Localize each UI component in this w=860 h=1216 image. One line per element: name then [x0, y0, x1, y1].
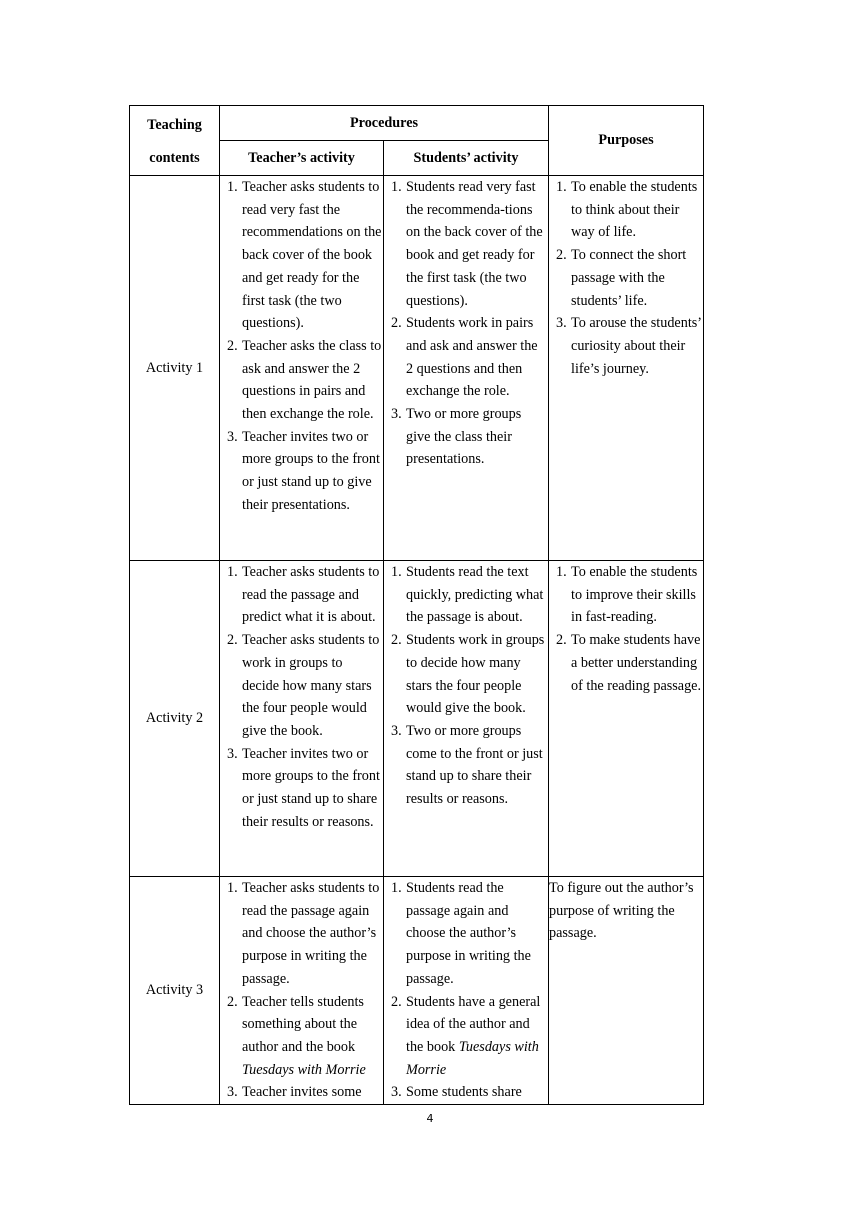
- header-students-activity: Students’ activity: [384, 141, 549, 176]
- header-teaching-line2: contents: [149, 149, 200, 166]
- teacher-activity-cell: [220, 176, 384, 561]
- list-item: 3. Teacher invites some: [227, 1084, 362, 1101]
- list-item: 2. To connect the short passage with the students’ life.: [556, 247, 687, 309]
- table-row: [130, 176, 704, 561]
- list-item: 1. Teacher asks students to read very fast the recommendations on the back cover of the book and get ready for the first task (the two questions).: [227, 179, 382, 332]
- activity-name: Activity 2: [130, 561, 220, 877]
- list-item: 2. Teacher asks the class to ask and answer the 2 questions in pairs and then exchange the role.: [227, 337, 382, 423]
- list-item: 1. Teacher asks students to read the passage again and choose the author’s purpose in writing the passage.: [227, 880, 380, 987]
- list-item: 1. To enable the students to think about their way of life.: [556, 179, 698, 241]
- teacher-activity-cell: [220, 877, 384, 1105]
- purposes-cell: [549, 561, 704, 877]
- header-teacher-activity: Teacher’s activity: [220, 141, 384, 176]
- activity-name: Activity 1: [130, 176, 220, 561]
- list-item: 2. Students have a general idea of the author and the book Tuesdays with Morrie: [391, 993, 541, 1078]
- students-activity-cell: [384, 877, 549, 1105]
- list-item: 3. Two or more groups come to the front or just stand up to share their results or reasons.: [391, 722, 543, 808]
- list-item: 2. To make students have a better understanding of the reading passage.: [556, 632, 702, 694]
- purposes-cell: To figure out the author’s purpose of writing the passage.: [549, 877, 704, 1105]
- header-teaching-contents: [130, 106, 220, 176]
- list-item: 1. Students read very fast the recommenda-tions on the back cover of the book and get ready for the first task (the two questions).: [391, 179, 543, 309]
- book-title: Tuesdays with Morrie: [406, 1038, 539, 1078]
- activity-name: Activity 3: [130, 877, 220, 1105]
- list-item: 3. Teacher invites two or more groups to the front or just stand up to give their presentations.: [227, 428, 380, 513]
- students-activity-cell: [384, 176, 549, 561]
- teaching-plan-table: [129, 105, 704, 1105]
- list-item: 2. Students work in pairs and ask and answer the 2 questions and then exchange the role.: [391, 315, 538, 400]
- table-row: [130, 877, 704, 1105]
- header-teaching-line1: Teaching: [147, 116, 202, 133]
- students-activity-cell: [384, 561, 549, 877]
- list-item: 2. Teacher tells students something about the author and the book Tuesdays with Morrie: [227, 993, 366, 1078]
- list-item: 3. Teacher invites two or more groups to the front or just stand up to share their results or reasons.: [227, 745, 380, 830]
- list-item: 1. Students read the passage again and choose the author’s purpose in writing the passage.: [391, 880, 531, 987]
- table-row: [130, 561, 704, 877]
- header-procedures: Procedures: [220, 106, 549, 141]
- teacher-activity-cell: [220, 561, 384, 877]
- page-number: 4: [426, 1112, 434, 1125]
- list-item: 3. Some students share: [391, 1084, 522, 1101]
- list-item: 1. To enable the students to improve their skills in fast-reading.: [556, 564, 698, 626]
- list-item: 2. Teacher asks students to work in groups to decide how many stars the four people would give the book.: [227, 632, 380, 739]
- header-purposes: Purposes: [549, 106, 704, 176]
- list-item: 2. Students work in groups to decide how many stars the four people would give the book.: [391, 632, 545, 717]
- purposes-cell: [549, 176, 704, 561]
- list-item: 1. Students read the text quickly, predicting what the passage is about.: [391, 564, 544, 626]
- list-item: 1. Teacher asks students to read the passage and predict what it is about.: [227, 564, 380, 626]
- list-item: 3. To arouse the students’ curiosity about their life’s journey.: [556, 315, 701, 377]
- list-item: 3. Two or more groups give the class their presentations.: [391, 406, 522, 468]
- book-title: Tuesdays with Morrie: [242, 1061, 366, 1078]
